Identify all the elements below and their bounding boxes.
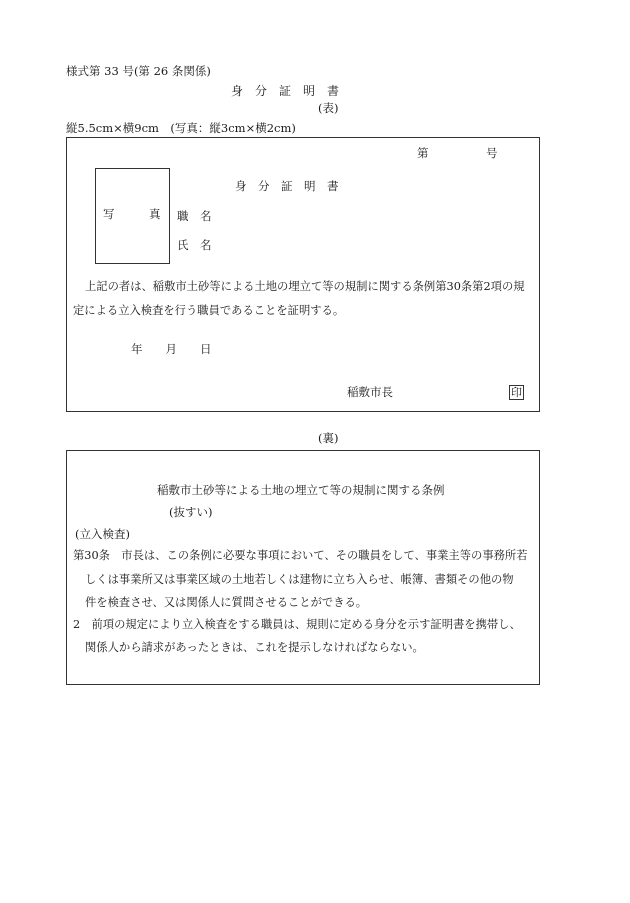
article-30-line-2: しくは事業所又は事業区域の土地若しくは建物に立ち入らせ、帳簿、書類その他の物 (85, 573, 514, 586)
id-card-back (66, 450, 540, 685)
section-heading: (立入検査) (75, 527, 130, 541)
seal-icon: 印 (511, 386, 522, 399)
certification-line-2: 定による立入検査を行う職員であることを証明する。 (73, 304, 345, 317)
certification-line-1: 上記の者は、稲敷市土砂等による土地の埋立て等の規制に関する条例第30条第2項の規 (85, 280, 525, 293)
id-card-front (66, 137, 540, 412)
clause-2-line-1: 2 前項の規定により立入検査をする職員は、規則に定める身分を示す証明書を携帯し、 (73, 618, 521, 631)
clause-2-line-2: 関係人から請求があったときは、これを提示しなければならない。 (85, 641, 424, 654)
size-note: 縦5.5cm×横9cm (写真：縦3cm×横2cm) (66, 121, 296, 135)
issuer: 稲敷市長 (347, 385, 393, 399)
seal-box (509, 385, 524, 400)
date-label: 年 月 日 (131, 342, 212, 356)
name-label: 氏 名 (177, 238, 212, 252)
article-30-line-3: 件を検査させ、又は関係人に質問させることができる。 (85, 596, 368, 609)
article-30-line-1: 第30条 市長は、この条例に必要な事項において、その職員をして、事業主等の事務所若 (73, 549, 528, 562)
front-label: (表) (318, 101, 339, 115)
card-number-label: 第 号 (417, 146, 498, 160)
page-title: 身 分 証 明 書 (231, 84, 340, 98)
form-number: 様式第 33 号(第 26 条関係) (66, 64, 211, 78)
back-label: (裏) (318, 431, 339, 445)
photo-label: 写 真 (103, 207, 161, 221)
card-title: 身 分 証 明 書 (235, 179, 339, 193)
excerpt-label: (抜すい) (169, 505, 213, 519)
ordinance-title: 稲敷市土砂等による土地の埋立て等の規制に関する条例 (157, 483, 445, 497)
position-label: 職 名 (177, 209, 212, 223)
